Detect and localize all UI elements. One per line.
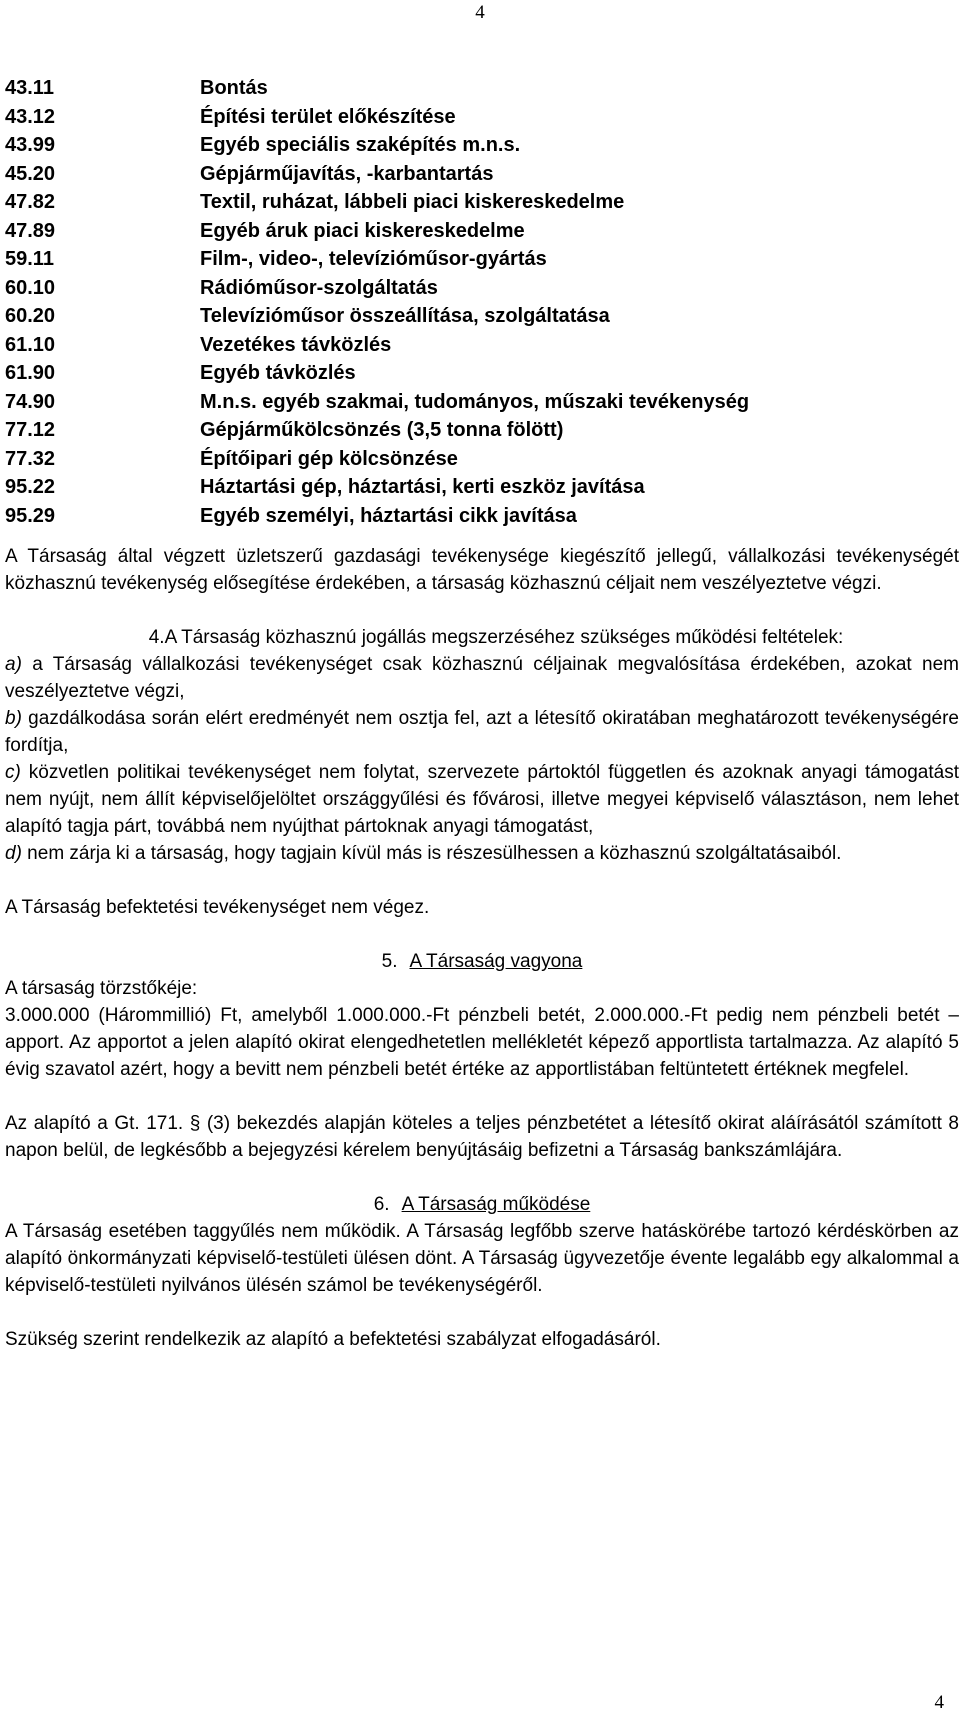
activity-label: Egyéb távközlés	[200, 362, 356, 384]
activity-label: Gépjárműjavítás, -karbantartás	[200, 162, 494, 185]
investment-statement: A Társaság befektetési tevékenységet nem végez.	[5, 897, 430, 918]
activity-row	[5, 388, 959, 417]
payment-paragraph: Az alapító a Gt. 171. § (3) bekezdés alapján köteles a teljes pénzbetétet a létesítő okirat aláírásától számított 8 napon belül, de legkésőbb a bejegyzési kérelem benyújtásáig befizetni a Társaság bankszámlájára.	[5, 1113, 959, 1161]
activity-label: Egyéb speciális szaképítés m.n.s.	[200, 134, 521, 156]
section-4-heading	[5, 624, 959, 651]
section-5-heading	[5, 948, 959, 975]
activity-code: 47.89	[5, 219, 56, 242]
activity-row	[5, 217, 959, 246]
capital-paragraph: 3.000.000 (Hárommillió) Ft, amelyből 1.000.000.-Ft pénzbeli betét, 2.000.000.-Ft pedig nem pénzbeli betét – apport. Az apportot a jelen alapító okirat elengedhetetlen mellékletét képező apportlista tartalmazza. Az alapító 5 évig szavatol azért, hogy a bevitt nem pénzbeli betét értéke az apportlistában feltüntetett értéknek megfelel.	[5, 1005, 959, 1080]
activity-row	[5, 274, 959, 303]
activity-label: Építési terület előkészítése	[200, 105, 456, 128]
activity-row	[5, 416, 959, 445]
activity-code: 95.29	[5, 504, 56, 527]
activity-label: Egyéb személyi, háztartási cikk javítása	[200, 504, 577, 527]
activity-code: 60.20	[5, 305, 56, 327]
activity-row	[5, 473, 959, 502]
activity-row	[5, 302, 959, 331]
activity-code: 61.90	[5, 362, 56, 384]
activity-code: 43.11	[5, 77, 54, 99]
activity-code: 43.99	[5, 134, 56, 156]
activity-label: Bontás	[200, 77, 268, 99]
condition-letter: b)	[5, 708, 22, 729]
condition-text: nem zárja ki a társaság, hogy tagjain kívül más is részesülhessen a közhasznú szolgáltatásaiból.	[21, 843, 842, 864]
activity-label: Háztartási gép, háztartási, kerti eszköz javítása	[200, 476, 645, 498]
activity-code: 47.82	[5, 191, 56, 213]
activity-row	[5, 74, 959, 103]
condition-letter: d)	[5, 843, 22, 864]
activity-label: Film-, video-, televízióműsor-gyártás	[200, 248, 547, 270]
page-number-top: 4	[475, 2, 485, 23]
condition-item	[5, 759, 959, 840]
activity-row	[5, 359, 959, 388]
activity-label: Rádióműsor-szolgáltatás	[200, 276, 438, 299]
activity-label: Gépjárműkölcsönzés (3,5 tonna fölött)	[200, 419, 564, 441]
activity-row	[5, 160, 959, 189]
condition-item	[5, 705, 959, 759]
condition-text: a Társaság vállalkozási tevékenységet csak közhasznú céljainak megvalósítása érdekében, azokat nem veszélyeztetve végzi,	[5, 654, 959, 702]
activity-label: M.n.s. egyéb szakmai, tudományos, műszaki tevékenység	[200, 390, 750, 413]
activity-code: 43.12	[5, 105, 56, 128]
capital-label: A társaság törzstőkéje:	[5, 978, 198, 999]
section-6-title: A Társaság működése	[401, 1194, 591, 1215]
intro-paragraph: A Társaság által végzett üzletszerű gazdasági tevékenysége kiegészítő jellegű, vállalkozási tevékenységét közhasznú tevékenység elősegítése érdekében, a társaság közhasznú céljait nem veszélyeztetve végzi.	[5, 546, 959, 594]
section-4-number: 4.	[148, 627, 165, 648]
activity-code: 61.10	[5, 333, 56, 356]
activity-row	[5, 331, 959, 360]
activity-label: Textil, ruházat, lábbeli piaci kiskereskedelme	[200, 191, 625, 213]
activity-code-list	[5, 74, 959, 530]
condition-text: gazdálkodása során elért eredményét nem osztja fel, azt a létesítő okiratában meghatározott tevékenységére fordítja,	[5, 708, 959, 756]
activity-row	[5, 245, 959, 274]
activity-row	[5, 103, 959, 132]
activity-row	[5, 131, 959, 160]
page-number-bottom: 4	[934, 1692, 944, 1713]
condition-item	[5, 840, 959, 867]
activity-code: 77.12	[5, 419, 56, 441]
activity-label: Televízióműsor összeállítása, szolgáltatása	[200, 305, 610, 327]
condition-letter: c)	[5, 762, 21, 783]
document-body	[5, 74, 959, 1353]
operation-paragraph: A Társaság esetében taggyűlés nem működik. A Társaság legfőbb szerve hatáskörébe tartozó kérdéskörben az alapító önkormányzati képviselő-testületi ülésen dönt. A Társaság ügyvezetője évente legalább egy alkalommal a képviselő-testületi nyilvános ülésén számol be tevékenységéről.	[5, 1221, 959, 1296]
activity-code: 95.22	[5, 476, 56, 498]
activity-label: Vezetékes távközlés	[200, 333, 392, 356]
section-5-title: A Társaság vagyona	[409, 951, 583, 972]
section-5-number: 5.	[381, 951, 398, 972]
prose-body	[5, 530, 959, 1353]
activity-code: 45.20	[5, 162, 56, 185]
section-4-title: A Társaság közhasznú jogállás megszerzéséhez szükséges működési feltételek:	[164, 627, 844, 648]
activity-code: 59.11	[5, 248, 54, 270]
activity-row	[5, 188, 959, 217]
condition-item	[5, 651, 959, 705]
section-6-number: 6.	[373, 1194, 390, 1215]
activity-code: 60.10	[5, 276, 56, 299]
activity-row	[5, 502, 959, 531]
condition-text: közvetlen politikai tevékenységet nem folytat, szervezete pártoktól független és azoknak anyagi támogatást nem nyújt, nem állít képviselőjelöltet országgyűlési és fővárosi, illetve megyei képviselő választáson, nem lehet alapító tagja párt, továbbá nem nyújthat pártoknak anyagi támogatást,	[5, 762, 959, 837]
section-6-heading	[5, 1191, 959, 1218]
activity-code: 77.32	[5, 447, 56, 470]
investment-policy-paragraph: Szükség szerint rendelkezik az alapító a befektetési szabályzat elfogadásáról.	[5, 1329, 661, 1350]
activity-label: Egyéb áruk piaci kiskereskedelme	[200, 219, 525, 242]
activity-label: Építőipari gép kölcsönzése	[200, 447, 458, 470]
activity-code: 74.90	[5, 390, 56, 413]
condition-letter: a)	[5, 654, 22, 675]
activity-row	[5, 445, 959, 474]
